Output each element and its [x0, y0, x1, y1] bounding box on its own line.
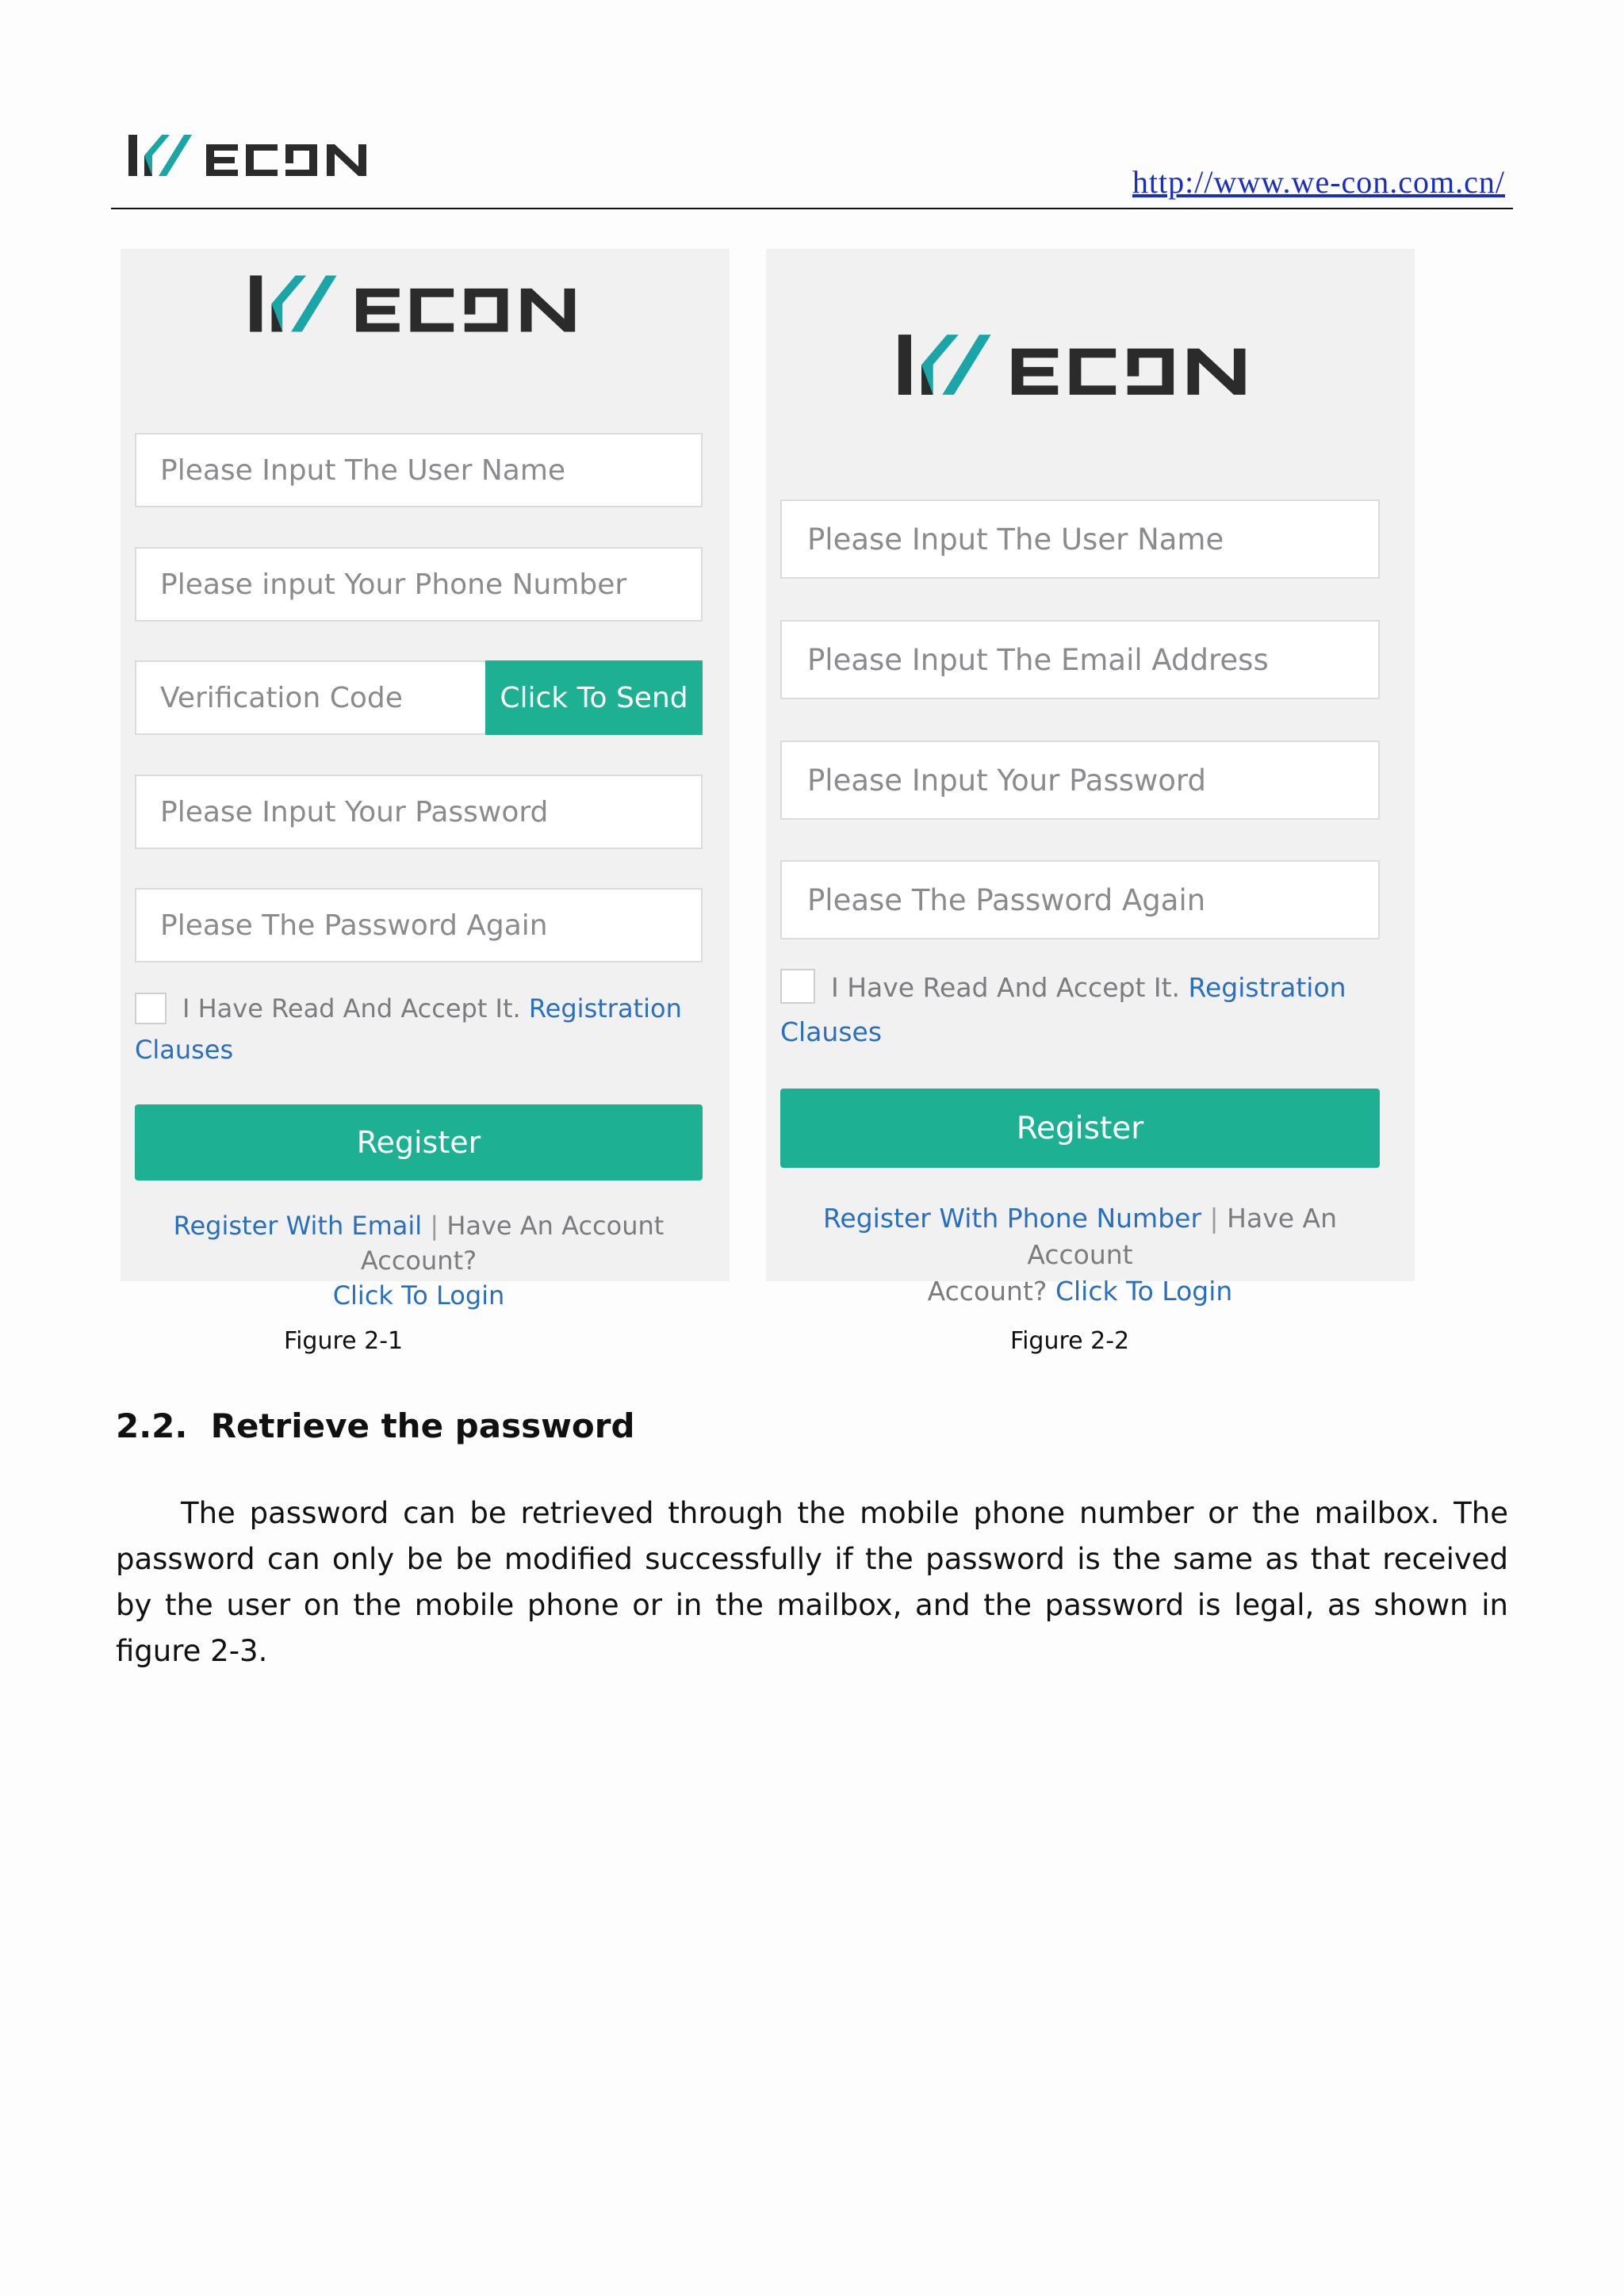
registration-clauses-link-2[interactable]: Registration Clauses — [780, 972, 1346, 1047]
separator-2: | — [1209, 1203, 1219, 1234]
section-heading: 2.2. Retrieve the password — [116, 1406, 635, 1445]
wecon-header-logo — [127, 132, 376, 179]
body-paragraph: The password can be retrieved through the mobile phone number or the mailbox. The password can only be be modified successfully if the password is the same as that received by the user on the mobile phone or in the mailbox, and the password is legal, as shown in figure 2-3. — [116, 1496, 1508, 1668]
have-account-text: Have An Account Account? — [360, 1211, 665, 1276]
header-divider — [111, 208, 1513, 209]
email-input[interactable]: Please Input The Email Address — [780, 620, 1380, 699]
accept-terms-label: I Have Read And Accept It. — [182, 993, 521, 1024]
figure-1-footer-links — [135, 1208, 703, 1313]
phone-input[interactable]: Please input Your Phone Number — [135, 547, 703, 622]
have-account-text-2b: Account? — [927, 1276, 1048, 1307]
accept-terms-label-2: I Have Read And Accept It. — [831, 972, 1181, 1003]
register-button[interactable]: Register — [135, 1104, 703, 1181]
have-account-text-2a: Have An Account — [1027, 1203, 1338, 1270]
username-input-2[interactable]: Please Input The User Name — [780, 499, 1380, 579]
accept-terms-text — [135, 988, 706, 1070]
separator: | — [430, 1211, 439, 1241]
accept-terms-text-2 — [780, 966, 1383, 1054]
click-to-login-link[interactable]: Click To Login — [332, 1280, 505, 1311]
register-with-email-link[interactable]: Register With Email — [173, 1211, 423, 1241]
click-to-send-button[interactable]: Click To Send — [485, 660, 703, 735]
wecon-logo-figure-1 — [247, 271, 588, 336]
figure-2-1-caption: Figure 2-1 — [284, 1327, 404, 1355]
click-to-login-link-2[interactable]: Click To Login — [1055, 1276, 1233, 1307]
password-input-2[interactable]: Please Input Your Password — [780, 740, 1380, 820]
registration-clauses-link[interactable]: Registration Clauses — [135, 993, 682, 1065]
verification-code-input[interactable]: Verification Code — [135, 660, 487, 735]
header-url[interactable]: http://www.we-con.com.cn/ — [1132, 164, 1505, 200]
username-input[interactable]: Please Input The User Name — [135, 433, 703, 507]
wecon-logo-figure-2 — [896, 330, 1259, 400]
figure-2-2-caption: Figure 2-2 — [1010, 1327, 1130, 1355]
password-again-input[interactable]: Please The Password Again — [135, 888, 703, 962]
password-input[interactable]: Please Input Your Password — [135, 775, 703, 849]
figure-2-footer-links — [780, 1200, 1380, 1310]
register-with-phone-link[interactable]: Register With Phone Number — [822, 1203, 1202, 1234]
register-button-2[interactable]: Register — [780, 1089, 1380, 1168]
password-again-input-2[interactable]: Please The Password Again — [780, 860, 1380, 939]
